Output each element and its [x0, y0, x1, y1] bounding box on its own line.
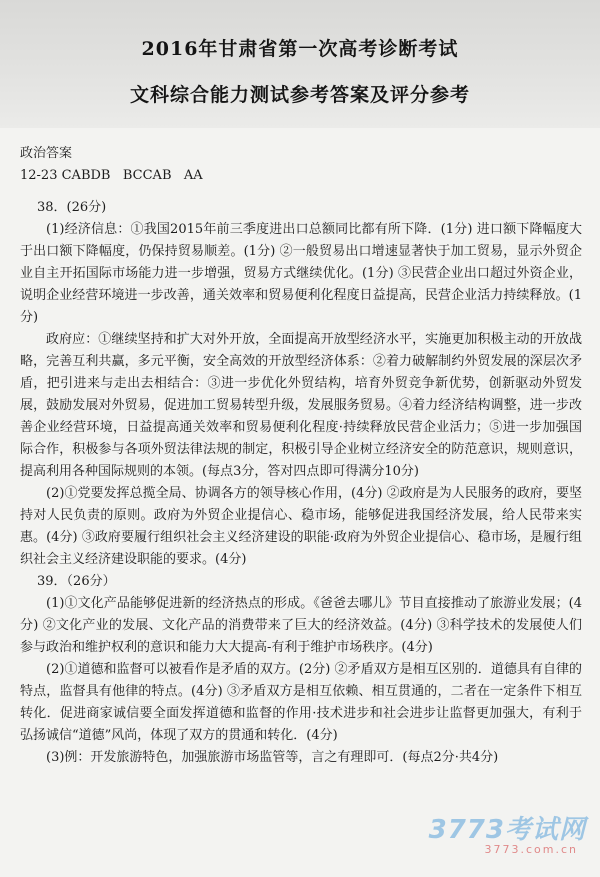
q38-part2: (2)①党要发挥总揽全局、协调各方的领导核心作用，(4分) ②政府是为人民服务的政府，要坚持对人民负责的原则。政府为外贸企业提信心、稳市场，能够促进我国经济发展，给人民带来实惠。(4分) ③政府要履行组织社会主义经济建设的职能·政府为外贸企业提信心、稳市场，是履行组织社会主义经济建设职能的要求。(4分): [20, 486, 582, 567]
q39-part3: (3)例：开发旅游特色，加强旅游市场监管等，言之有理即可．(每点2分·共4分): [46, 750, 499, 765]
q38-part1: (1)经济信息：①我国2015年前三季度进出口总额同比都有所下降．(1分) 进口额下降幅度大于出口额下降幅度，仍保持贸易顺差。(1分) ②一般贸易出口增速显著快于加工贸易，显示外贸企业自主开拓国际市场能力进一步增强，贸易方式继续优化。(1分) ③民营企业出口超过外资企业，说明企业经营环境进一步改善，通关效率和贸易便利化程度日益提高，民营企业活力持续释放。(1分): [20, 222, 582, 325]
site-watermark: [416, 809, 586, 869]
q39-part1: (1)①文化产品能够促进新的经济热点的形成。《爸爸去哪儿》节目直接推动了旅游业发展；(4分) ②文化产业的发展、文化产品的消费带来了巨大的经济效益。(4分) ③科学技术的发展使人们参与政治和维护权利的意识和能力大大提高-有利于维护市场秩序。(4分): [20, 596, 582, 655]
q38-government-measures: 政府应：①继续坚持和扩大对外开放，全面提高开放型经济水平，实施更加积极主动的开放战略，完善互利共赢，多元平衡，安全高效的开放型经济体系：②着力破解制约外贸发展的深层次矛盾，把引进来与走出去相结合：③进一步优化外贸结构，培育外贸竞争新优势，创新驱动外贸发展，鼓励发展对外贸易，促进加工贸易转型升级，发展服务贸易。④着力经济结构调整，进一步改善企业经营环境，日益提高通关效率和贸易便利化程度·持续释放民营企业活力；⑤进一步加强国际合作，积极参与各项外贸法律法规的制定，积极引导企业树立经济安全的防范意识，规则意识，提高利用各种国际规则的本领。(每点3分，答对四点即可得满分10分): [20, 332, 582, 479]
answer-body: [20, 143, 582, 769]
question-38-heading: 38．(26分): [37, 200, 107, 215]
document-header: [0, 0, 600, 128]
watermark-url: 3773.com.cn: [484, 843, 578, 856]
watermark-logo: 3773考试网: [428, 815, 586, 845]
question-39-heading: 39．（26分）: [37, 574, 116, 589]
exam-title: 2016年甘肃省第一次高考诊断考试: [141, 38, 459, 60]
q39-part2: (2)①道德和监督可以被看作是矛盾的双方。(2分) ②矛盾双方是相互区别的．道德具有自律的特点，监督具有他律的特点。(4分) ③矛盾双方是相互依赖、相互贯通的，二者在一定条件下相互转化．促进商家诚信要全面发挥道德和监督的作用·技术进步和社会进步让监督更加强大，有利于弘扬诚信“道德”风尚，体现了双方的贯通和转化．(4分): [20, 662, 582, 743]
exam-subtitle: 文科综合能力测试参考答案及评分参考: [129, 84, 470, 106]
mcq-answers: 12-23 CABDB BCCAB AA: [20, 168, 203, 183]
section-heading: 政治答案: [20, 146, 73, 161]
